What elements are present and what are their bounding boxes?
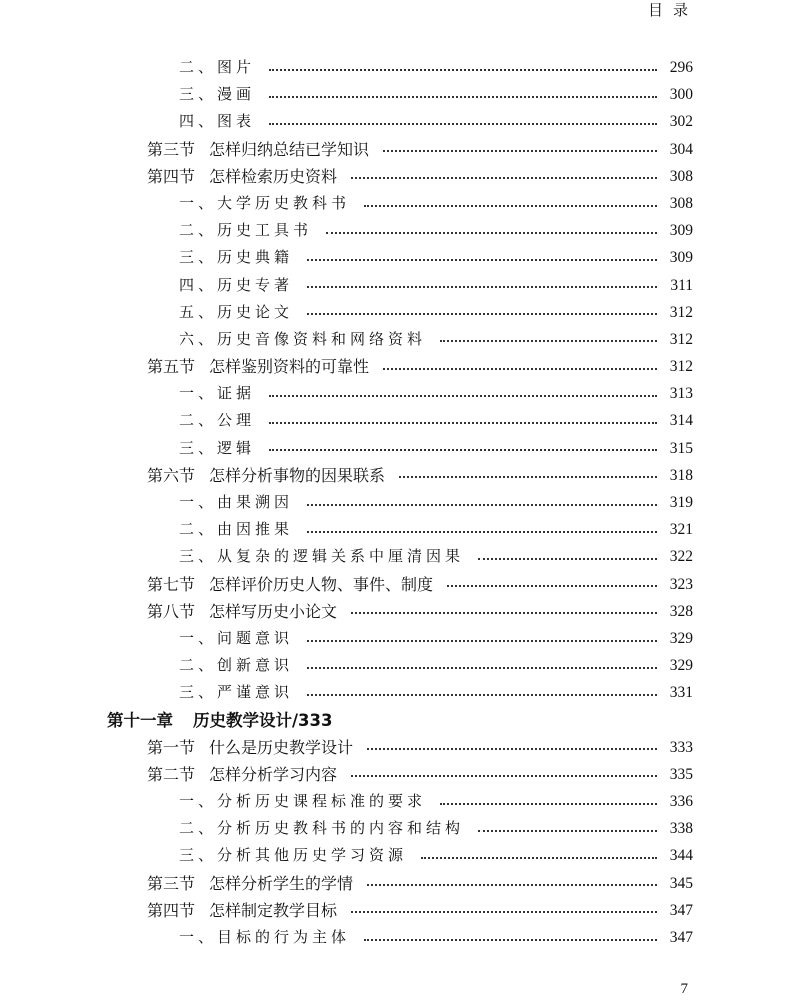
toc-section-row — [0, 353, 800, 380]
toc-entry-label — [147, 353, 369, 380]
toc-dot-leader — [367, 748, 657, 750]
toc-dot-leader — [269, 123, 657, 125]
toc-page-number: 300 — [669, 86, 693, 104]
toc-page-number: 323 — [669, 575, 693, 593]
toc-dot-leader — [367, 884, 657, 886]
page-number: 7 — [680, 981, 688, 997]
toc-page-number: 311 — [670, 276, 693, 294]
toc-entry-label — [147, 571, 433, 598]
toc-page-number: 318 — [669, 466, 693, 484]
toc-page-number: 338 — [669, 820, 693, 838]
toc-subsection-row — [0, 679, 800, 706]
toc-page-number: 335 — [669, 765, 693, 783]
toc-entry-label: 三、从复杂的逻辑关系中厘清因果 — [179, 547, 465, 566]
toc-dot-leader — [351, 177, 657, 179]
toc-dot-leader — [269, 395, 657, 397]
toc-subsection-row — [0, 380, 800, 407]
toc-page-number: 312 — [669, 358, 693, 376]
toc-dot-leader — [447, 585, 657, 587]
toc-dot-leader — [307, 531, 657, 533]
toc-entry-label: 二、历史工具书 — [179, 221, 313, 240]
toc-subsection-row — [0, 407, 800, 434]
toc-subsection-row — [0, 543, 800, 570]
running-head: 目录 — [647, 1, 698, 19]
toc-subsection-row — [0, 108, 800, 135]
toc-entry-label: 一、大学历史教科书 — [179, 193, 351, 212]
toc-entry-label — [147, 734, 353, 761]
toc-page-number: 313 — [669, 385, 693, 403]
toc-page-number: 328 — [669, 602, 693, 620]
toc-subsection-row — [0, 81, 800, 108]
toc-entry-title: 历史教学设计/333 — [193, 710, 333, 730]
toc-chapter-row — [0, 707, 800, 734]
toc-subsection-row — [0, 516, 800, 543]
toc-entry-label — [147, 163, 337, 190]
toc-section-row — [0, 870, 800, 897]
toc-page-number: 347 — [669, 901, 693, 919]
toc-section-row — [0, 163, 800, 190]
toc-dot-leader — [307, 286, 657, 288]
toc-entry-label: 三、严谨意识 — [179, 683, 294, 702]
toc-entry-label: 二、图片 — [179, 58, 256, 76]
toc-dot-leader — [269, 449, 657, 451]
toc-subsection-row — [0, 625, 800, 652]
toc-entry-label — [147, 462, 385, 489]
toc-dot-leader — [351, 775, 657, 777]
toc-section-row — [0, 734, 800, 761]
toc-subsection-row — [0, 272, 800, 299]
toc-dot-leader — [440, 803, 657, 805]
toc-entry-label: 三、漫画 — [179, 85, 256, 104]
toc-entry-title: 怎样归纳总结已学知识 — [209, 139, 370, 159]
toc-entry-title: 怎样分析学习内容 — [209, 764, 338, 784]
toc-entry-label: 三、逻辑 — [179, 438, 256, 457]
toc-subsection-row — [0, 435, 800, 462]
toc-entry-title: 怎样制定教学目标 — [209, 900, 338, 920]
toc-section-row — [0, 598, 800, 625]
toc-section-number: 第二节 — [147, 764, 196, 784]
toc-section-number: 第三节 — [147, 139, 196, 159]
toc-dot-leader — [307, 259, 657, 261]
toc-subsection-row — [0, 489, 800, 516]
toc-section-row — [0, 462, 800, 489]
toc-entry-title: 怎样检索历史资料 — [209, 166, 338, 186]
toc-entry-label: 三、分析其他历史学习资源 — [179, 846, 408, 865]
toc-page-number: 308 — [669, 167, 693, 185]
toc-dot-leader — [421, 857, 657, 859]
toc-dot-leader — [399, 476, 657, 478]
toc-dot-leader — [440, 340, 657, 342]
toc-entry-label: 二、由因推果 — [179, 520, 294, 539]
toc-entry-label: 三、历史典籍 — [179, 248, 294, 267]
toc-page-number: 345 — [669, 874, 693, 892]
toc-dot-leader — [478, 830, 657, 832]
toc-entry-label — [107, 707, 332, 734]
toc-section-number: 第四节 — [147, 900, 196, 920]
toc-section-number: 第一节 — [147, 737, 196, 757]
toc-page-number: 329 — [669, 657, 693, 675]
toc-entry-label: 六、历史音像资料和网络资料 — [179, 329, 427, 348]
toc-page-number: 302 — [669, 113, 693, 131]
toc-subsection-row — [0, 217, 800, 244]
toc-subsection-row — [0, 842, 800, 869]
toc-dot-leader — [307, 694, 657, 696]
toc-entry-label: 四、图表 — [179, 112, 256, 131]
toc-dot-leader — [269, 96, 657, 98]
toc-section-number: 第八节 — [147, 601, 196, 621]
toc-dot-leader — [364, 939, 657, 941]
toc-page-number: 344 — [669, 847, 693, 865]
toc-section-row — [0, 571, 800, 598]
toc-entry-label: 一、目标的行为主体 — [179, 928, 351, 946]
toc-page-number: 336 — [669, 793, 693, 811]
toc-dot-leader — [307, 313, 657, 315]
toc-page-number: 312 — [669, 330, 693, 348]
toc-entry-label: 二、公理 — [179, 411, 256, 430]
toc-subsection-row — [0, 326, 800, 353]
toc-page-number: 312 — [669, 303, 693, 321]
toc-subsection-row — [0, 788, 800, 815]
toc-entry-label: 一、由果溯因 — [179, 493, 294, 511]
toc-dot-leader — [478, 558, 657, 560]
toc-entry-label: 一、分析历史课程标准的要求 — [179, 792, 427, 811]
toc-entry-label: 二、创新意识 — [179, 656, 294, 675]
toc-page-number: 308 — [669, 194, 693, 212]
toc-section-number: 第四节 — [147, 166, 196, 186]
toc-dot-leader — [364, 205, 657, 207]
toc-page-number: 331 — [669, 684, 693, 702]
toc-entry-title: 怎样写历史小论文 — [209, 601, 338, 621]
toc-entry-title: 怎样评价历史人物、事件、制度 — [209, 574, 434, 594]
toc-section-row — [0, 761, 800, 788]
toc-dot-leader — [351, 612, 657, 614]
toc-subsection-row — [0, 924, 800, 951]
toc-section-number: 第七节 — [147, 574, 196, 594]
toc-page-number: 322 — [669, 548, 693, 566]
toc-section-number: 第六节 — [147, 465, 196, 485]
toc-dot-leader — [351, 911, 657, 913]
toc-entry-title: 怎样分析事物的因果联系 — [209, 465, 386, 485]
toc-entry-label — [147, 761, 337, 788]
toc-page-number: 321 — [669, 521, 693, 539]
toc-page-number: 309 — [669, 222, 693, 240]
toc-entry-title: 怎样鉴别资料的可靠性 — [209, 357, 370, 377]
toc-entry-title: 怎样分析学生的学情 — [209, 873, 354, 893]
toc-dot-leader — [383, 150, 657, 152]
toc-page-number: 314 — [669, 412, 693, 430]
toc-page-number: 329 — [669, 629, 693, 647]
toc-section-number: 第五节 — [147, 357, 196, 377]
toc-page-number: 315 — [669, 439, 693, 457]
toc-subsection-row — [0, 299, 800, 326]
toc-entry-label: 五、历史论文 — [179, 302, 294, 321]
toc-page-number: 319 — [669, 494, 693, 511]
toc-page-number: 304 — [669, 140, 693, 158]
toc-dot-leader — [383, 368, 657, 370]
toc-dot-leader — [307, 504, 657, 506]
toc-entry-label — [147, 870, 353, 897]
toc-section-row — [0, 136, 800, 163]
toc-page-number: 347 — [669, 929, 693, 946]
toc-subsection-row — [0, 815, 800, 842]
toc-entry-label: 二、分析历史教科书的内容和结构 — [179, 819, 465, 838]
toc-section-row — [0, 897, 800, 924]
toc-page-number: 309 — [669, 249, 693, 267]
toc-page-number: 296 — [669, 59, 693, 76]
toc-dot-leader — [326, 232, 657, 234]
toc-entry-label — [147, 897, 337, 924]
toc-entry-label: 一、问题意识 — [179, 628, 294, 647]
toc-dot-leader — [307, 667, 657, 669]
toc-entry-label — [147, 598, 337, 625]
toc-entry-label: 一、证据 — [179, 384, 256, 403]
toc-chapter-number: 第十一章 — [107, 710, 173, 730]
toc-subsection-row — [0, 190, 800, 217]
toc-entry-label — [147, 136, 369, 163]
toc-section-number: 第三节 — [147, 873, 196, 893]
toc-dot-leader — [307, 640, 657, 642]
toc-subsection-row — [0, 244, 800, 271]
toc-subsection-row — [0, 54, 800, 81]
toc-page-number: 333 — [669, 738, 693, 756]
toc-dot-leader — [269, 69, 657, 71]
toc-entry-title: 什么是历史教学设计 — [209, 737, 354, 757]
toc-subsection-row — [0, 652, 800, 679]
toc-entry-label: 四、历史专著 — [179, 275, 294, 294]
table-of-contents — [0, 54, 800, 951]
toc-dot-leader — [269, 422, 657, 424]
